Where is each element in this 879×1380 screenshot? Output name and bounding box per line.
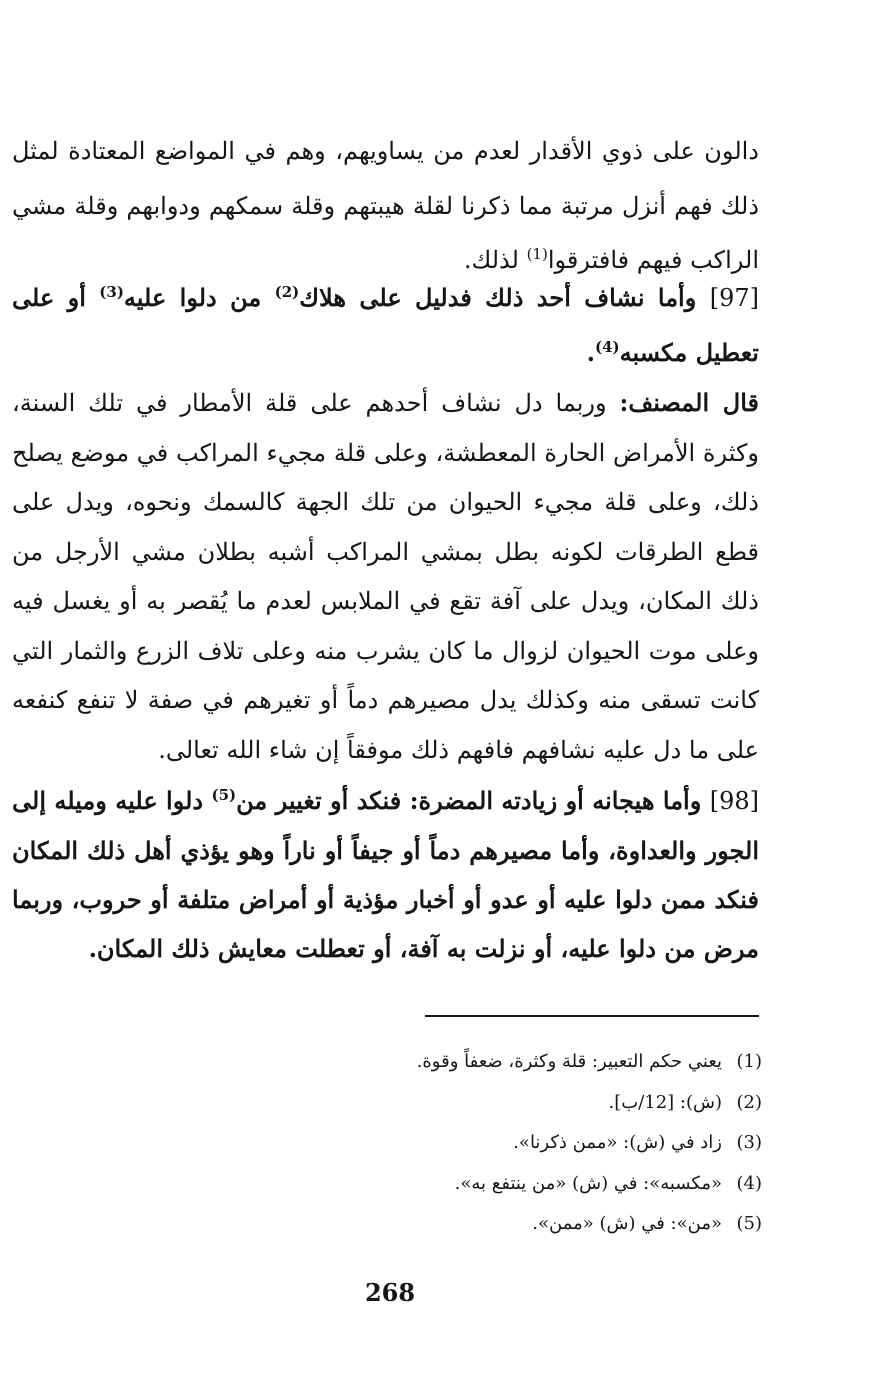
paragraph-1-text: دالون على ذوي الأقدار لعدم من يساويهم، وهم في المواضع المعتادة لمثل ذلك فهم أنزل مرتبة مما ذكرنا لقلة هيبتهم وقلة سمكهم ودوابهم وقلة مشي الراكب فيهم فافترقوا [12,137,759,274]
footnote-text: «مكسبه»: في (ش) «من ينتفع به». [454,1172,722,1194]
section-number-97: [97] [709,284,759,312]
footnote-number: (4) [736,1172,762,1194]
author-label: قال المصنف: [619,388,759,417]
footnote-divider [425,1015,759,1017]
footnote-number: (3) [736,1132,762,1153]
footnote-ref-5: (5) [211,786,237,804]
footnote-text: «من»: في (ش) «ممن». [532,1213,722,1234]
footnote-number: (1) [736,1051,762,1072]
section-number-98: [98] [709,787,759,815]
footnote-text: يعني حكم التعبير: قلة وكثرة، ضعفاً وقوة. [416,1051,722,1072]
footnote-ref-1: (1) [526,245,548,263]
footnote-text: (ش): [12/ب]. [608,1091,722,1113]
page-number: 268 [364,1278,416,1307]
footnote-number: (5) [736,1213,762,1234]
footnote-item [200,1042,762,1083]
paragraph-98 [12,776,759,973]
paragraph-97-end: . [586,337,595,367]
paragraph-97-text-a: وأما نشاف أحد ذلك فدليل على هلاك [299,283,710,312]
paragraph-98-text-a: وأما هيجانه أو زيادته المضرة: فنكد أو تغيير من [236,786,710,815]
paragraph-author-comment [12,378,759,775]
paragraph-1 [12,124,759,288]
footnote-ref-3: (3) [99,283,124,301]
paragraph-97-text-c: أو على تعطيل مكسبه [12,283,759,367]
footnote-number: (2) [736,1091,762,1113]
footnote-item [200,1204,762,1245]
footnote-item [200,1083,762,1124]
footnote-text: زاد في (ش): «ممن ذكرنا». [513,1132,722,1153]
paragraph-98-text-b: دلوا عليه وميله إلى الجور والعداوة، وأما مصيرهم دماً أو جيفاً أو ناراً وهو يؤذي أهل ذلك المكان فنكد ممن دلوا عليه أو عدو أو أخبار مؤذية أو أمراض متلفة أو حروب، وربما مرض من دلوا عليه، أو نزلت به آفة، أو تعطلت معايش ذلك المكان. [12,786,760,963]
footnote-ref-4: (4) [594,337,620,356]
paragraph-1-end: لذلك. [463,246,527,274]
paragraph-97 [12,271,759,380]
author-comment-text: وربما دل نشاف أحدهم على قلة الأمطار في تلك السنة، وكثرة الأمراض الحارة المعطشة، وعلى قلة مجيء المراكب في موضع يصلح ذلك، وعلى قلة مجيء الحيوان من تلك الجهة كالسمك ونحوه، ويدل على قطع الطرقات لكونه بطل بمشي المراكب أشبه بطلان مشي الأرجل من ذلك المكان، ويدل على آفة تقع في الملابس لعدم ما يُقصر به أو يغسل فيه وعلى موت الحيوان لزوال ما كان يشرب منه وعلى تلاف الزرع والثمار التي كانت تسقى منه وكذلك يدل مصيرهم دماً أو تغيرهم في صفة لا تنفع كنفعه على ما دل عليه نشافهم فافهم ذلك موفقاً إن شاء الله تعالى. [12,389,759,764]
footnote-item [200,1123,762,1164]
paragraph-97-text-b: من دلوا عليه [123,283,275,312]
footnote-item [200,1164,762,1205]
footnotes-list [200,1042,762,1245]
footnote-ref-2: (2) [274,283,300,301]
